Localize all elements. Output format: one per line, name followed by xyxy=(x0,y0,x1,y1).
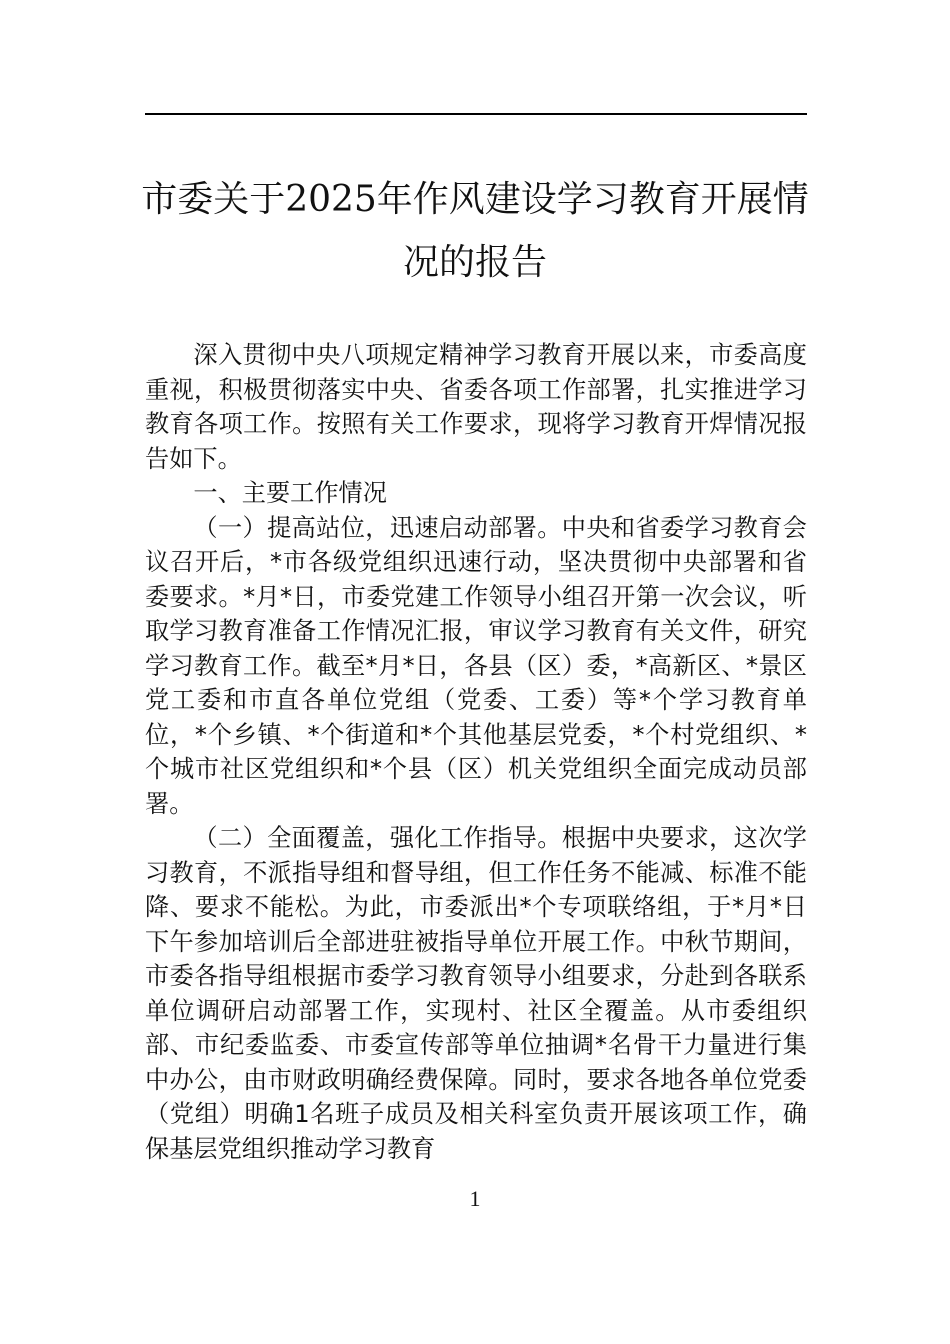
section-heading: 一、主要工作情况 xyxy=(193,479,387,507)
header-rule xyxy=(145,113,807,115)
intro-paragraph: 深入贯彻中央八项规定精神学习教育开展以来，市委高度重视，积极贯彻落实中央、省委各项工作部署，扎实推进学习教育各项工作。按照有关工作要求，现将学习教育开焊情况报告如下。 xyxy=(145,341,807,473)
body-paragraph: （一）提高站位，迅速启动部署。中央和省委学习教育会议召开后，*市各级党组织迅速行动，坚决贯彻中央部署和省委要求。*月*日，市委党建工作领导小组召开第一次会议，听取学习教育准备工作情况汇报，审议学习教育有关文件，研究学习教育工作。截至*月*日，各县（区）委，*高新区、*景区党工委和市直各单位党组（党委、工委）等*个学习教育单位，*个乡镇、*个街道和*个其他基层党委，*个村党组织、*个城市社区党组织和*个县（区）机关党组织全面完成动员部署。 xyxy=(145,513,807,818)
document-title: 市委关于2025年作风建设学习教育开展情况的报告 xyxy=(141,179,809,283)
body-paragraph: （二）全面覆盖，强化工作指导。根据中央要求，这次学习教育，不派指导组和督导组，但工作任务不能减、标准不能降、要求不能松。为此，市委派出*个专项联络组，于*月*日下午参加培训后全部进驻被指导单位开展工作。中秋节期间，市委各指导组根据市委学习教育领导小组要求，分赴到各联系单位调研启动部署工作，实现村、社区全覆盖。从市委组织部、市纪委监委、市委宣传部等单位抽调*名骨干力量进行集中办公，由市财政明确经费保障。同时，要求各地各单位党委（党组）明确1名班子成员及相关科室负责开展该项工作，确保基层党组织推动学习教育 xyxy=(145,824,807,1163)
document-body xyxy=(145,338,807,1166)
page-number: 1 xyxy=(469,1186,481,1211)
